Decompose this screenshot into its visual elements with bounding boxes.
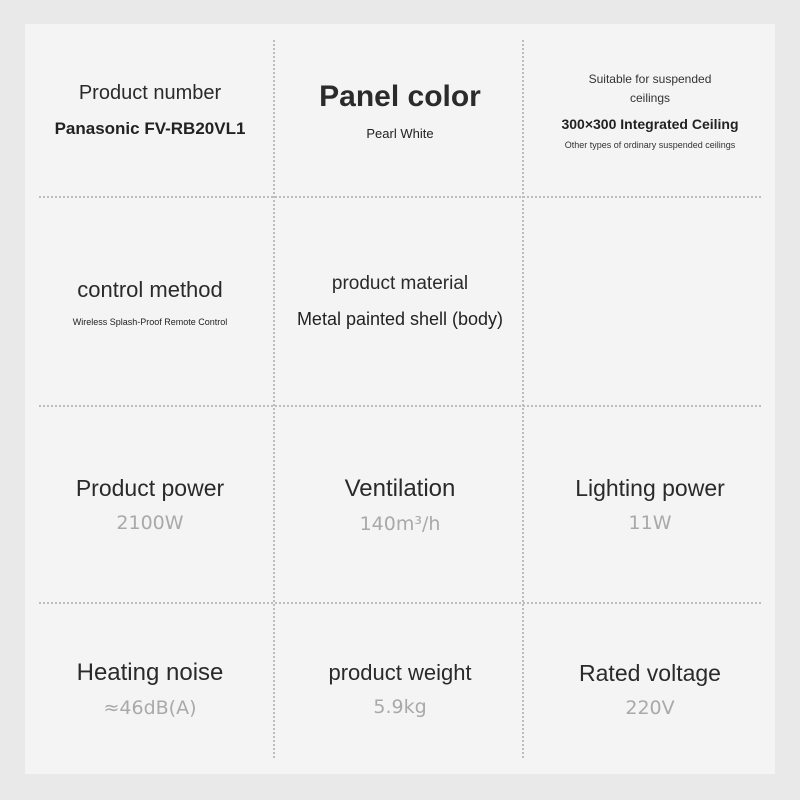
spec-cell-rated-voltage	[525, 604, 775, 774]
spec-value: 11W	[628, 512, 672, 534]
spec-cell-product-number	[25, 24, 275, 196]
spec-value: Panasonic FV-RB20VL1	[54, 118, 246, 138]
spec-title: Rated voltage	[579, 659, 721, 686]
spec-cell-lighting-power	[525, 407, 775, 602]
spec-note: Other types of ordinary suspended ceilings	[564, 140, 736, 150]
spec-value: 5.9kg	[373, 696, 427, 718]
spec-cell-panel-color	[275, 24, 525, 196]
spec-title: product weight	[328, 660, 472, 685]
spec-value: Wireless Splash-Proof Remote Control	[72, 316, 228, 327]
spec-title: Ventilation	[344, 474, 456, 502]
spec-title: control method	[77, 276, 223, 302]
spec-title-line-1: Suitable for suspended	[588, 72, 712, 86]
spec-title: product material	[331, 273, 469, 294]
spec-cell-heating-noise	[25, 604, 275, 774]
spec-cell-product-power	[25, 407, 275, 602]
spec-title: Panel color	[319, 79, 481, 113]
spec-title: Lighting power	[575, 475, 725, 501]
spec-cell-product-weight	[275, 604, 525, 774]
spec-panel	[25, 24, 775, 774]
spec-value: 220V	[625, 696, 675, 719]
spec-cell-control-method	[25, 198, 275, 405]
spec-value: 300×300 Integrated Ceiling	[561, 116, 739, 132]
spec-value: ≈46dB(A)	[103, 697, 197, 719]
spec-value: Metal painted shell (body)	[296, 309, 504, 329]
spec-cell-ceiling	[525, 24, 775, 196]
spec-cell-product-material	[275, 198, 525, 405]
spec-value: 2100W	[116, 512, 184, 534]
spec-cell-ventilation	[275, 407, 525, 602]
spec-value: Pearl White	[366, 125, 434, 141]
spec-title: Product power	[75, 475, 225, 501]
spec-title: Heating noise	[76, 659, 224, 686]
spec-title: Product number	[78, 81, 222, 104]
spec-value: 140m³/h	[359, 512, 441, 535]
spec-title-line-2: ceilings	[629, 91, 671, 105]
